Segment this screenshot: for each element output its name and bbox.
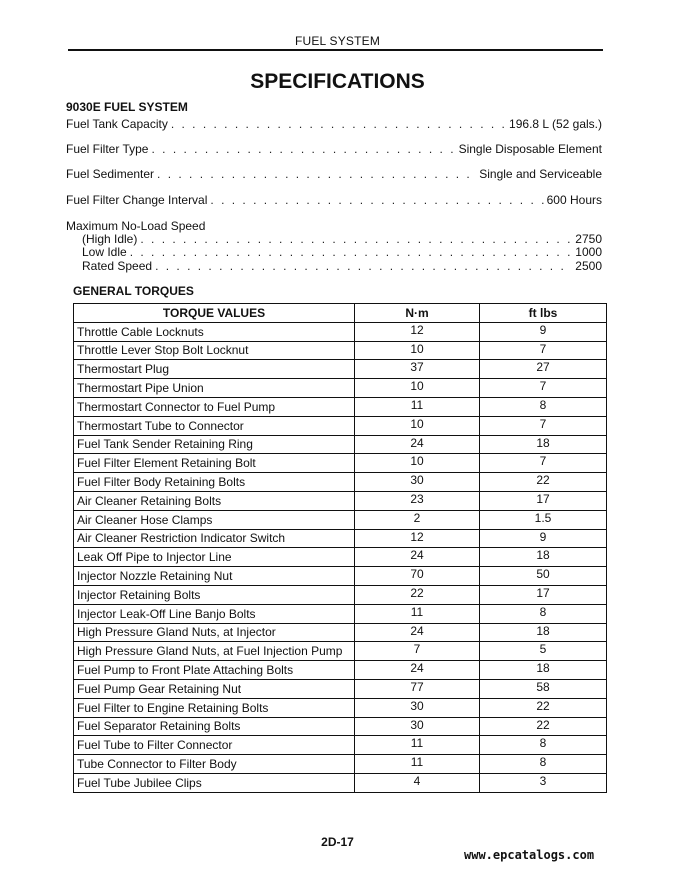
table-row [74, 736, 607, 755]
torque-item-name: Air Cleaner Restriction Indicator Switch [74, 529, 355, 548]
torque-ftlbs-value: 22 [480, 473, 607, 492]
table-row [74, 529, 607, 548]
torque-item-name: Fuel Tube Jubilee Clips [74, 773, 355, 792]
table-row [74, 360, 607, 379]
torque-ftlbs-value: 9 [480, 322, 607, 341]
torque-nm-value: 77 [355, 679, 480, 698]
torque-ftlbs-value: 1.5 [480, 510, 607, 529]
torque-item-name: Throttle Cable Locknuts [74, 322, 355, 341]
torque-ftlbs-value: 7 [480, 341, 607, 360]
table-row [74, 491, 607, 510]
spec-value: 1000 [575, 245, 602, 259]
spec-row-rated-speed [82, 258, 602, 274]
column-header-torque-values: TORQUE VALUES [74, 304, 355, 323]
page-number: 2D-17 [321, 835, 354, 849]
torque-item-name: Fuel Pump to Front Plate Attaching Bolts [74, 661, 355, 680]
torque-nm-value: 24 [355, 661, 480, 680]
torque-nm-value: 10 [355, 341, 480, 360]
table-row [74, 623, 607, 642]
torque-ftlbs-value: 22 [480, 698, 607, 717]
torque-ftlbs-value: 18 [480, 548, 607, 567]
torque-ftlbs-value: 17 [480, 491, 607, 510]
table-row [74, 567, 607, 586]
torque-item-name: Throttle Lever Stop Bolt Locknut [74, 341, 355, 360]
table-row [74, 585, 607, 604]
torque-item-name: Injector Retaining Bolts [74, 585, 355, 604]
spec-row-fuel-tank-capacity [66, 116, 602, 132]
general-torques-heading: GENERAL TORQUES [73, 284, 194, 298]
torque-item-name: Fuel Filter Body Retaining Bolts [74, 473, 355, 492]
running-header: FUEL SYSTEM [294, 34, 381, 48]
torque-item-name: Injector Nozzle Retaining Nut [74, 567, 355, 586]
dot-leader [151, 141, 455, 157]
torque-item-name: High Pressure Gland Nuts, at Fuel Injection Pump [74, 642, 355, 661]
torque-nm-value: 30 [355, 717, 480, 736]
torque-nm-value: 37 [355, 360, 480, 379]
spec-label: Fuel Tank Capacity [66, 117, 168, 131]
torque-nm-value: 24 [355, 623, 480, 642]
torque-item-name: High Pressure Gland Nuts, at Injector [74, 623, 355, 642]
table-row [74, 454, 607, 473]
spec-label: Fuel Filter Change Interval [66, 193, 208, 207]
spec-value: 600 Hours [546, 193, 602, 207]
torque-ftlbs-value: 18 [480, 435, 607, 454]
table-row [74, 755, 607, 774]
torque-item-name: Fuel Filter to Engine Retaining Bolts [74, 698, 355, 717]
torque-ftlbs-value: 8 [480, 397, 607, 416]
table-row [74, 341, 607, 360]
torque-nm-value: 24 [355, 548, 480, 567]
dot-leader [210, 192, 543, 208]
table-row [74, 717, 607, 736]
torque-nm-value: 10 [355, 454, 480, 473]
torque-item-name: Fuel Tube to Filter Connector [74, 736, 355, 755]
spec-row-fuel-sedimenter [66, 166, 602, 182]
spec-label: Rated Speed [82, 259, 153, 273]
torque-nm-value: 2 [355, 510, 480, 529]
torque-table [73, 303, 607, 793]
table-row [74, 379, 607, 398]
torque-ftlbs-value: 58 [480, 679, 607, 698]
table-row [74, 642, 607, 661]
torque-ftlbs-value: 7 [480, 416, 607, 435]
spec-row-fuel-filter-change-interval [66, 192, 602, 208]
torque-item-name: Tube Connector to Filter Body [74, 755, 355, 774]
spec-value: 196.8 L (52 gals.) [509, 117, 602, 131]
torque-nm-value: 11 [355, 736, 480, 755]
torque-ftlbs-value: 8 [480, 604, 607, 623]
fuel-system-heading: 9030E FUEL SYSTEM [66, 100, 188, 114]
torque-nm-value: 11 [355, 755, 480, 774]
spec-label: Fuel Filter Type [66, 142, 149, 156]
torque-item-name: Leak Off Pipe to Injector Line [74, 548, 355, 567]
table-row [74, 773, 607, 792]
speed-heading: Maximum No-Load Speed [66, 219, 206, 233]
torque-ftlbs-value: 22 [480, 717, 607, 736]
torque-ftlbs-value: 7 [480, 454, 607, 473]
torque-nm-value: 12 [355, 322, 480, 341]
spec-value: Single and Serviceable [479, 167, 602, 181]
table-row [74, 661, 607, 680]
dot-leader [171, 116, 506, 132]
table-row [74, 435, 607, 454]
torque-nm-value: 22 [355, 585, 480, 604]
spec-value: 2500 [575, 259, 602, 273]
spec-label: (High Idle) [82, 232, 138, 246]
table-header-row [74, 304, 607, 323]
torque-nm-value: 30 [355, 473, 480, 492]
torque-nm-value: 10 [355, 416, 480, 435]
torque-item-name: Fuel Tank Sender Retaining Ring [74, 435, 355, 454]
torque-nm-value: 4 [355, 773, 480, 792]
website-watermark: www.epcatalogs.com [464, 848, 595, 862]
torque-ftlbs-value: 18 [480, 623, 607, 642]
torque-item-name: Injector Leak-Off Line Banjo Bolts [74, 604, 355, 623]
torque-ftlbs-value: 8 [480, 755, 607, 774]
torque-item-name: Fuel Separator Retaining Bolts [74, 717, 355, 736]
torque-ftlbs-value: 3 [480, 773, 607, 792]
torque-item-name: Air Cleaner Hose Clamps [74, 510, 355, 529]
spec-row-fuel-filter-type [66, 141, 602, 157]
torque-ftlbs-value: 18 [480, 661, 607, 680]
torque-nm-value: 70 [355, 567, 480, 586]
torque-nm-value: 11 [355, 397, 480, 416]
torque-nm-value: 7 [355, 642, 480, 661]
torque-item-name: Air Cleaner Retaining Bolts [74, 491, 355, 510]
table-row [74, 397, 607, 416]
torque-nm-value: 30 [355, 698, 480, 717]
torque-nm-value: 11 [355, 604, 480, 623]
torque-ftlbs-value: 9 [480, 529, 607, 548]
spec-value: Single Disposable Element [458, 142, 602, 156]
torque-ftlbs-value: 5 [480, 642, 607, 661]
header-rule [68, 49, 603, 51]
torque-ftlbs-value: 7 [480, 379, 607, 398]
table-row [74, 322, 607, 341]
torque-table-body [74, 322, 607, 792]
column-header-ft-lbs: ft lbs [480, 304, 607, 323]
table-row [74, 548, 607, 567]
spec-label: Low Idle [82, 245, 127, 259]
dot-leader [157, 166, 476, 182]
table-row [74, 473, 607, 492]
torque-item-name: Thermostart Plug [74, 360, 355, 379]
torque-item-name: Thermostart Tube to Connector [74, 416, 355, 435]
table-row [74, 510, 607, 529]
torque-item-name: Fuel Pump Gear Retaining Nut [74, 679, 355, 698]
torque-nm-value: 24 [355, 435, 480, 454]
table-row [74, 679, 607, 698]
torque-nm-value: 12 [355, 529, 480, 548]
torque-nm-value: 10 [355, 379, 480, 398]
dot-leader [155, 258, 572, 274]
spec-label: Fuel Sedimenter [66, 167, 155, 181]
torque-nm-value: 23 [355, 491, 480, 510]
spec-value: 2750 [575, 232, 602, 246]
page-title: SPECIFICATIONS [250, 70, 425, 93]
table-row [74, 604, 607, 623]
column-header-nm: N·m [355, 304, 480, 323]
torque-item-name: Fuel Filter Element Retaining Bolt [74, 454, 355, 473]
torque-ftlbs-value: 17 [480, 585, 607, 604]
torque-ftlbs-value: 8 [480, 736, 607, 755]
torque-ftlbs-value: 50 [480, 567, 607, 586]
table-row [74, 416, 607, 435]
table-row [74, 698, 607, 717]
torque-item-name: Thermostart Connector to Fuel Pump [74, 397, 355, 416]
torque-ftlbs-value: 27 [480, 360, 607, 379]
torque-item-name: Thermostart Pipe Union [74, 379, 355, 398]
